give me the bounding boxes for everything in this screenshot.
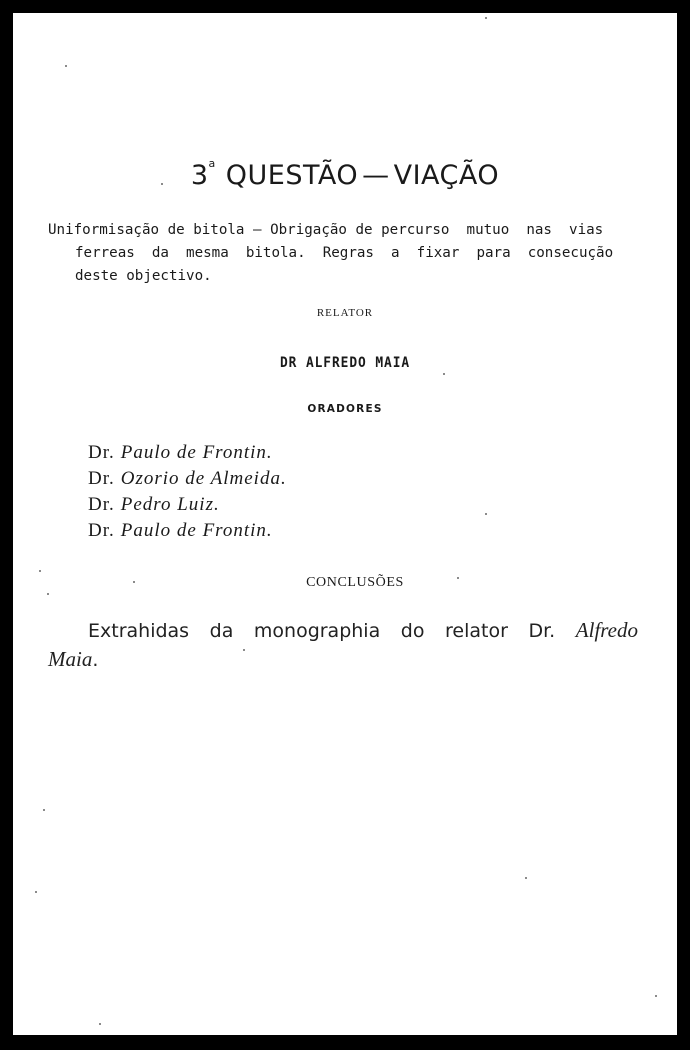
page-title (13, 157, 677, 191)
paper-speck (655, 995, 657, 997)
speaker-name: Paulo de Frontin. (120, 442, 273, 463)
paper-speck (133, 581, 135, 583)
title-ordinal: 3$^a$ (190, 157, 216, 191)
relator-label: RELATOR (316, 307, 374, 319)
conclusions-line (48, 645, 638, 674)
conclusions-prefix: Extrahidas da monographia do relator Dr. (88, 620, 556, 642)
speaker-name: Ozorio de Almeida. (120, 468, 287, 489)
paper-speck (525, 877, 527, 879)
summary-line: deste objectivo. (75, 268, 212, 284)
speaker-name: Pedro Luiz. (120, 494, 220, 515)
summary-line: ferreas da mesma bitola. Regras a fixar para consecução (75, 245, 614, 261)
speaker-title: Dr. (88, 468, 115, 489)
paper-speck (65, 65, 67, 67)
document-page (13, 13, 677, 1035)
speaker-name: Paulo de Frontin. (120, 520, 273, 541)
conclusions-line (48, 616, 638, 645)
list-item (88, 518, 287, 544)
summary-paragraph (48, 219, 640, 288)
list-item (88, 466, 287, 492)
title-ordinal-suffix: a (208, 157, 216, 170)
paper-speck (243, 649, 245, 651)
paper-speck (161, 183, 163, 185)
relator-name: DR ALFREDO MAIA (279, 355, 411, 371)
conclusions-paragraph (48, 616, 638, 674)
paper-speck (485, 17, 487, 19)
speaker-title: Dr. (88, 494, 115, 515)
title-subject: VIAÇÃO (393, 160, 500, 191)
title-separator: — (362, 160, 390, 191)
title-main: QUESTÃO (225, 160, 359, 191)
paper-speck (43, 809, 45, 811)
paper-speck (457, 577, 459, 579)
paper-speck (443, 373, 445, 375)
paper-speck (485, 513, 487, 515)
list-item (88, 492, 287, 518)
list-item (88, 440, 287, 466)
speaker-title: Dr. (88, 520, 115, 541)
conclusions-name-first: Alfredo (575, 618, 638, 642)
paper-speck (35, 891, 37, 893)
oradores-label: ORADORES (307, 403, 383, 415)
conclusions-end: . (92, 649, 99, 671)
speakers-list (88, 440, 287, 544)
conclusions-name-second: Maia (48, 647, 93, 671)
speaker-title: Dr. (88, 442, 115, 463)
paper-speck (39, 570, 41, 572)
paper-speck (99, 1023, 101, 1025)
conclusions-heading: CONCLUSÕES (306, 575, 404, 590)
paper-speck (47, 593, 49, 595)
summary-line: Uniformisação de bitola — Obrigação de percurso mutuo nas vias (48, 222, 604, 238)
